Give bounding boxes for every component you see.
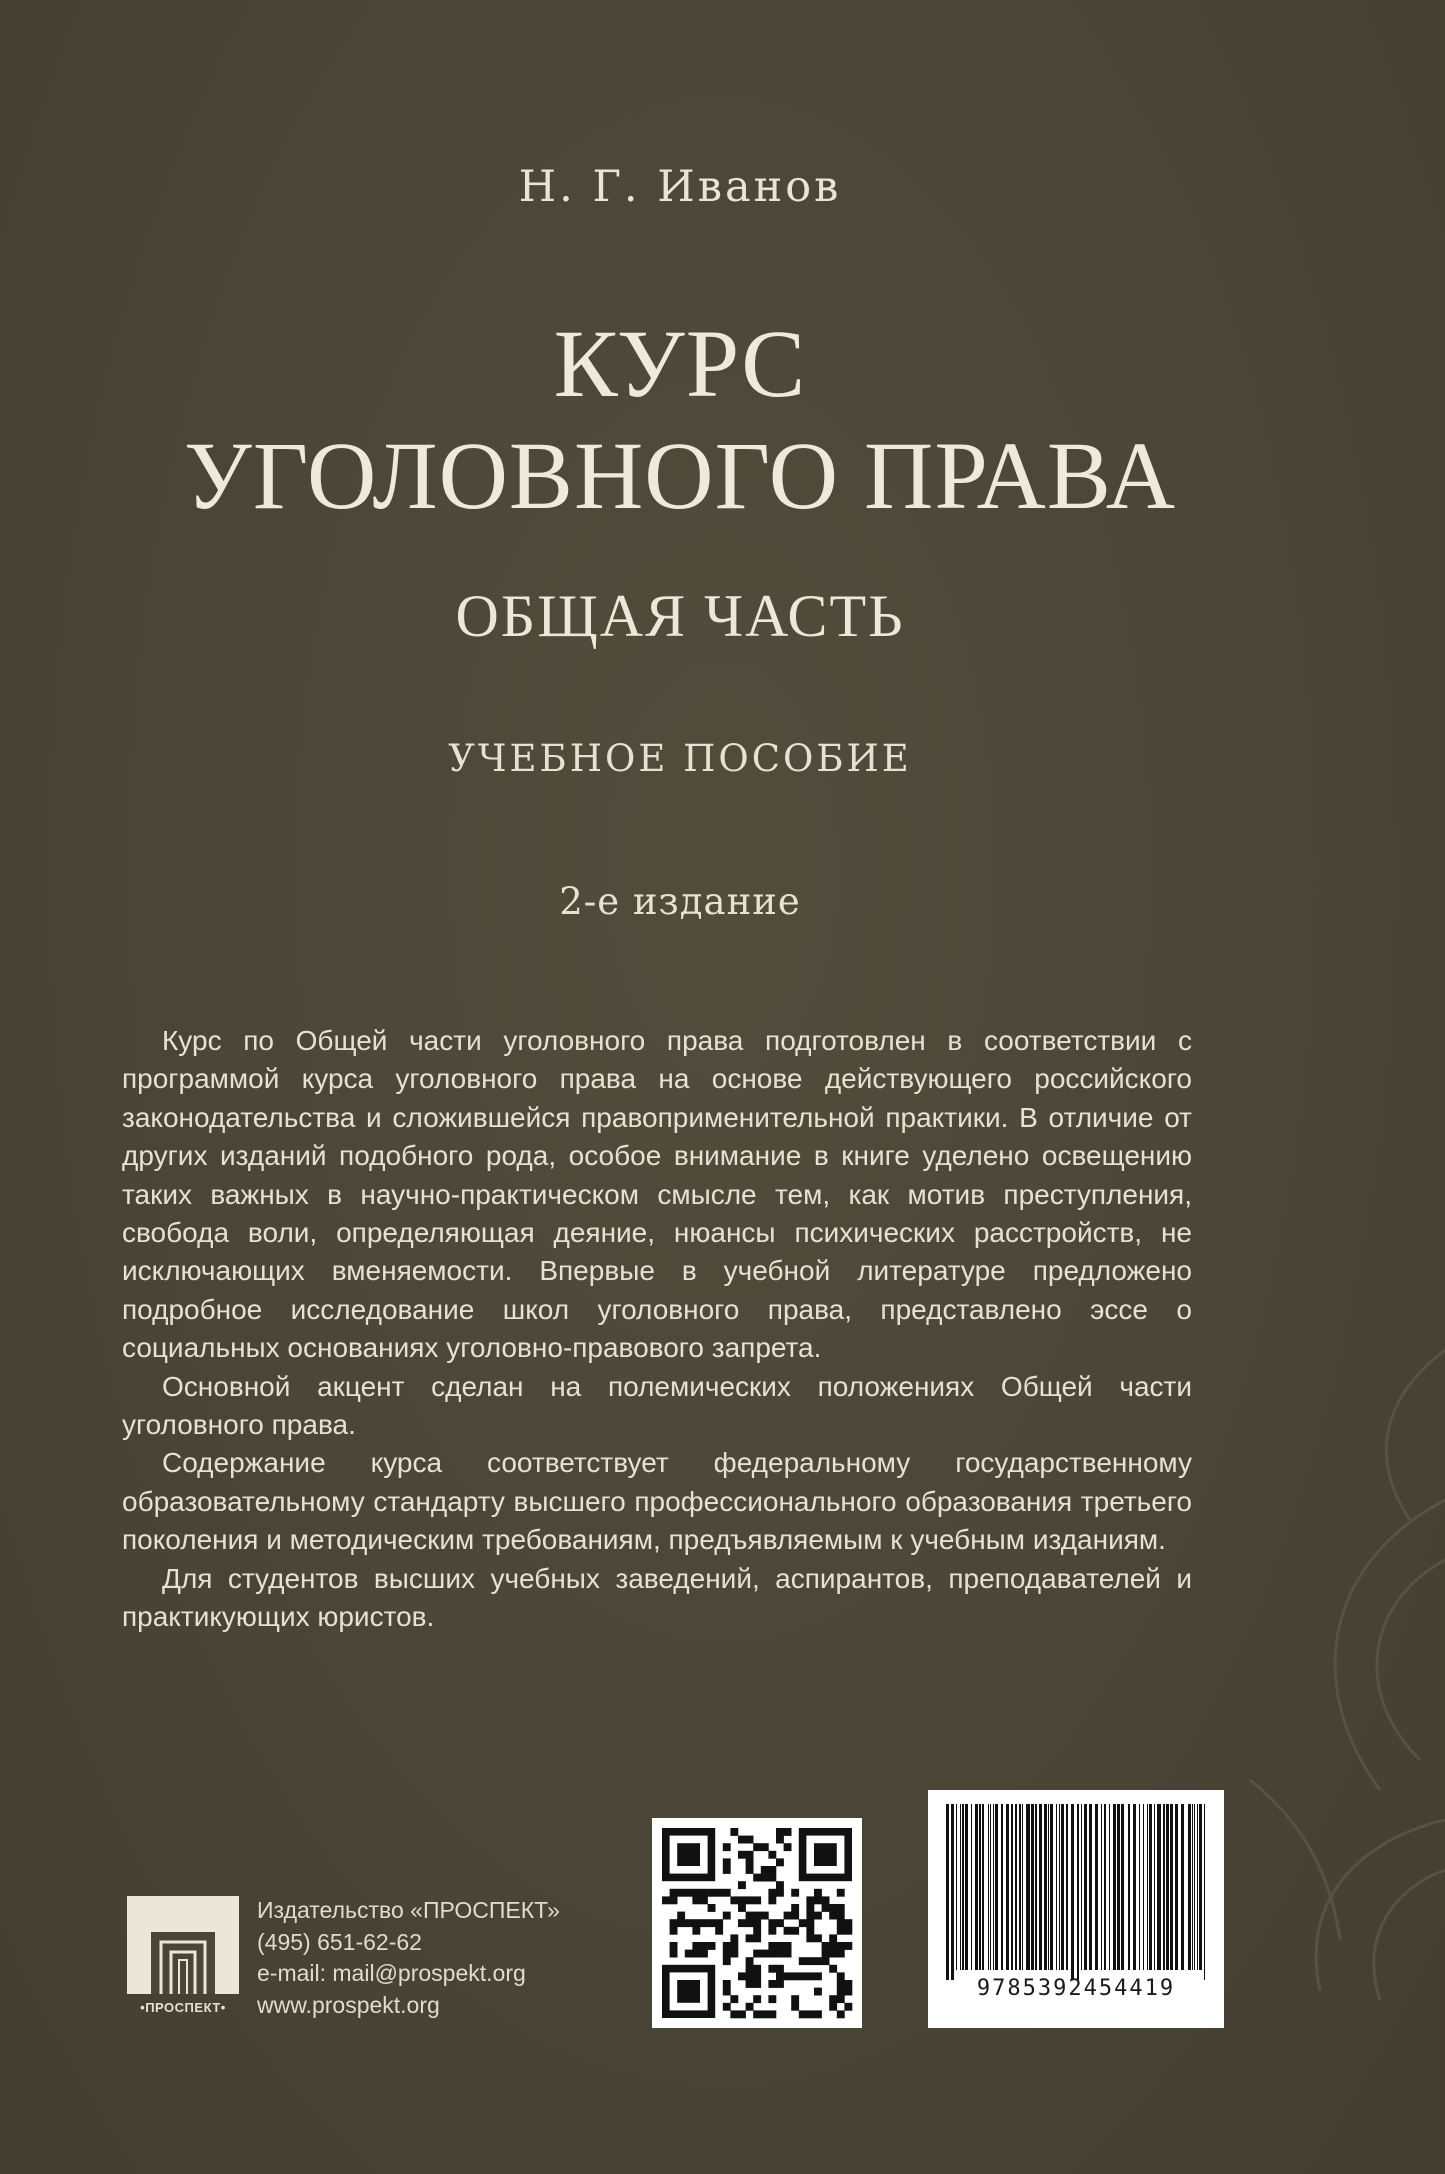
publisher-phone: (495) 651-62-62 <box>257 1928 422 1955</box>
publisher-name: Издательство «ПРОСПЕКТ» <box>257 1897 560 1923</box>
author-name: Н. Г. Иванов <box>518 162 842 212</box>
qr-code-icon <box>652 1818 862 2028</box>
annotation-paragraph: Содержание курса соответствует федеральному государственному образовательному стандарту высшего профессионального образования третьего поколения и методическим требованиям, предъявляемым к учебным изданиям. <box>122 1447 1192 1556</box>
annotation-text <box>122 1022 1192 1637</box>
publisher-email: e-mail: mail@prospekt.org <box>257 1960 526 1986</box>
document-type: УЧЕБНОЕ ПОСОБИЕ <box>448 737 912 780</box>
book-title-line-2: УГОЛОВНОГО ПРАВА <box>183 422 1177 529</box>
annotation-paragraph: Для студентов высших учебных заведений, аспирантов, преподавателей и практикующих юристов. <box>122 1562 1192 1633</box>
publisher-website: www.prospekt.org <box>257 1991 440 2018</box>
publisher-logo-label: •ПРОСПЕКТ• <box>140 2000 226 2015</box>
publisher-info <box>257 1895 560 2021</box>
annotation-paragraph: Курс по Общей части уголовного права подготовлен в соответствии с программой курса уголовного права на основе действующего российского законодательства и сложившейся правоприменительной практики. В отличие от других изданий подобного рода, особое внимание в книге уделено освещению таких важных в научно-практическом смысле тем, как мотив преступления, свобода воли, определяющая деяние, нюансы психических расстройств, не исключающих вменяемости. Впервые в учебной литературе предложено подробное исследование школ уголовного права, представлено эссе о социальных основаниях уголовно-правового запрета. <box>122 1025 1192 1364</box>
book-subtitle: ОБЩАЯ ЧАСТЬ <box>455 583 905 649</box>
isbn-barcode <box>928 1790 1224 2028</box>
edition: 2-е издание <box>559 880 801 923</box>
book-title-line-1: КУРС <box>553 310 807 417</box>
annotation-paragraph: Основной акцент сделан на полемических положениях Общей части уголовного права. <box>122 1370 1192 1441</box>
isbn-barcode-number: 9785392454419 <box>976 1976 1176 2001</box>
